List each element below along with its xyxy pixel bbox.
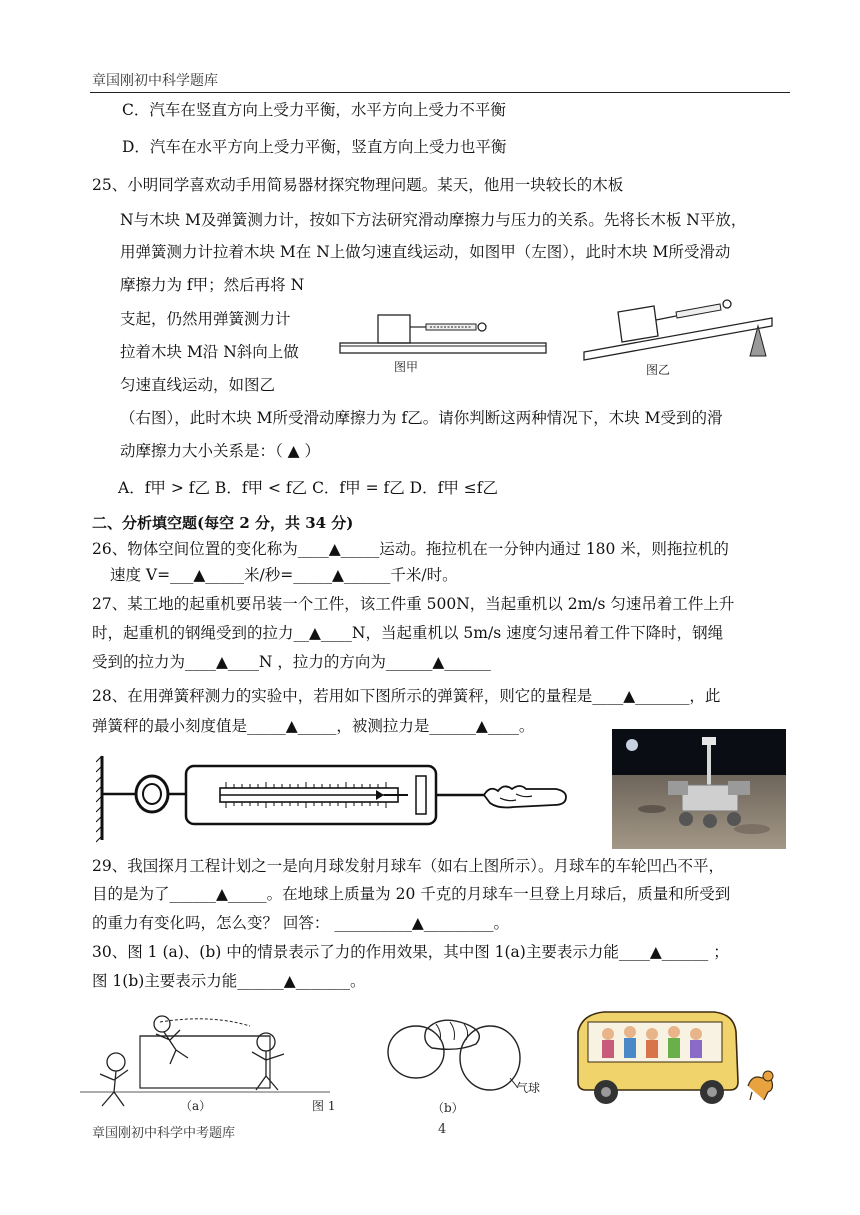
question-27-line: 受到的拉力为____▲____N ，拉力的方向为______▲______ bbox=[92, 653, 491, 671]
question-26-line: 速度 V=___▲_____米/秒=_____▲______千米/时。 bbox=[110, 566, 458, 584]
figure-1-caption: 图 1 bbox=[312, 1099, 336, 1113]
question-30-line: 图 1(b)主要表示力能______▲_______。 bbox=[92, 972, 366, 990]
question-28-line: 28、在用弹簧秤测力的实验中，若用如下图所示的弹簧秤，则它的量程是____▲_______，此 bbox=[92, 687, 721, 705]
header-divider bbox=[90, 92, 790, 93]
question-25-line: 支起，仍然用弹簧测力计 bbox=[120, 310, 291, 328]
page-header: 章国刚初中科学题库 bbox=[92, 73, 218, 89]
question-29-line: 目的是为了______▲_____。在地球上质量为 20 千克的月球车一旦登上月球后，质量和所受到 bbox=[92, 885, 731, 903]
question-28-line: 弹簧秤的最小刻度值是_____▲_____，被测拉力是______▲____。 bbox=[92, 717, 535, 735]
question-25-line: （右图），此时木块 M所受滑动摩擦力为 f乙。请你判断这两种情况下，木块 M受到的滑 bbox=[120, 409, 723, 427]
question-25-line: 摩擦力为 f甲；然后再将 N bbox=[120, 276, 305, 294]
figure-1b-illustration bbox=[380, 1012, 550, 1116]
question-29-line: 29、我国探月工程计划之一是向月球发射月球车（如右上图所示）。月球车的车轮凹凸不平， bbox=[92, 857, 724, 875]
question-25-line: N与木块 M及弹簧测力计，按如下方法研究滑动摩擦力与压力的关系。先将长木板 N平放， bbox=[120, 211, 747, 229]
figure-1a-illustration bbox=[80, 1010, 340, 1114]
question-27-line: 时，起重机的钢绳受到的拉力__▲____N，当起重机以 5m/s 速度匀速吊着工件下降时，钢绳 bbox=[92, 624, 724, 642]
page-footer: 章国刚初中科学中考题库 bbox=[92, 1126, 236, 1141]
question-25-line: 25、小明同学喜欢动手用简易器材探究物理问题。某天，他用一块较长的木板 bbox=[92, 176, 624, 194]
figure-1a-caption: （a） bbox=[180, 1099, 212, 1113]
question-30-line: 30、图 1 (a)、(b) 中的情景表示了力的作用效果，其中图 1(a)主要表示力能____▲______ ； bbox=[92, 943, 729, 961]
question-25-line: 用弹簧测力计拉着木块 M在 N上做匀速直线运动，如图甲（左图），此时木块 M所受滑动 bbox=[120, 243, 731, 261]
figure-jia-illustration bbox=[334, 305, 554, 377]
balloon-label: 气球 bbox=[516, 1081, 541, 1095]
page-number: 4 bbox=[438, 1122, 447, 1137]
question-25-line: 拉着木块 M沿 N斜向上做 bbox=[120, 343, 299, 361]
figure-yi-caption: 图乙 bbox=[646, 363, 671, 377]
question-25-options: A．f甲 > f乙 B．f甲 < f乙 C．f甲 = f乙 D．f甲 ≤f乙 bbox=[118, 479, 498, 497]
lunar-rover-photo bbox=[612, 729, 786, 849]
overcrowded-van-cartoon bbox=[572, 1008, 778, 1110]
question-25-line: 匀速直线运动，如图乙 bbox=[120, 376, 276, 394]
figure-jia-caption: 图甲 bbox=[394, 360, 419, 374]
question-26-line: 26、物体空间位置的变化称为____▲_____运动。拖拉机在一分钟内通过 180 米，则拖拉机的 bbox=[92, 540, 729, 558]
question-27-line: 27、某工地的起重机要吊装一个工件，该工件重 500N，当起重机以 2m/s 匀速吊着工件上升 bbox=[92, 595, 735, 613]
option-d-line: D．汽车在水平方向上受力平衡，竖直方向上受力也平衡 bbox=[122, 138, 507, 156]
option-c-line: C．汽车在竖直方向上受力平衡，水平方向上受力不平衡 bbox=[122, 101, 506, 119]
section-heading: 二、分析填空题(每空 2 分，共 34 分) bbox=[92, 514, 354, 532]
question-29-line: 的重力有变化吗，怎么变？ 回答： __________▲_________。 bbox=[92, 914, 510, 932]
spring-scale-illustration bbox=[96, 752, 596, 844]
figure-1b-caption: （b） bbox=[432, 1101, 464, 1115]
question-25-line: 动摩擦力大小关系是：（ ▲ ） bbox=[120, 442, 321, 460]
figure-yi-illustration bbox=[580, 292, 790, 382]
